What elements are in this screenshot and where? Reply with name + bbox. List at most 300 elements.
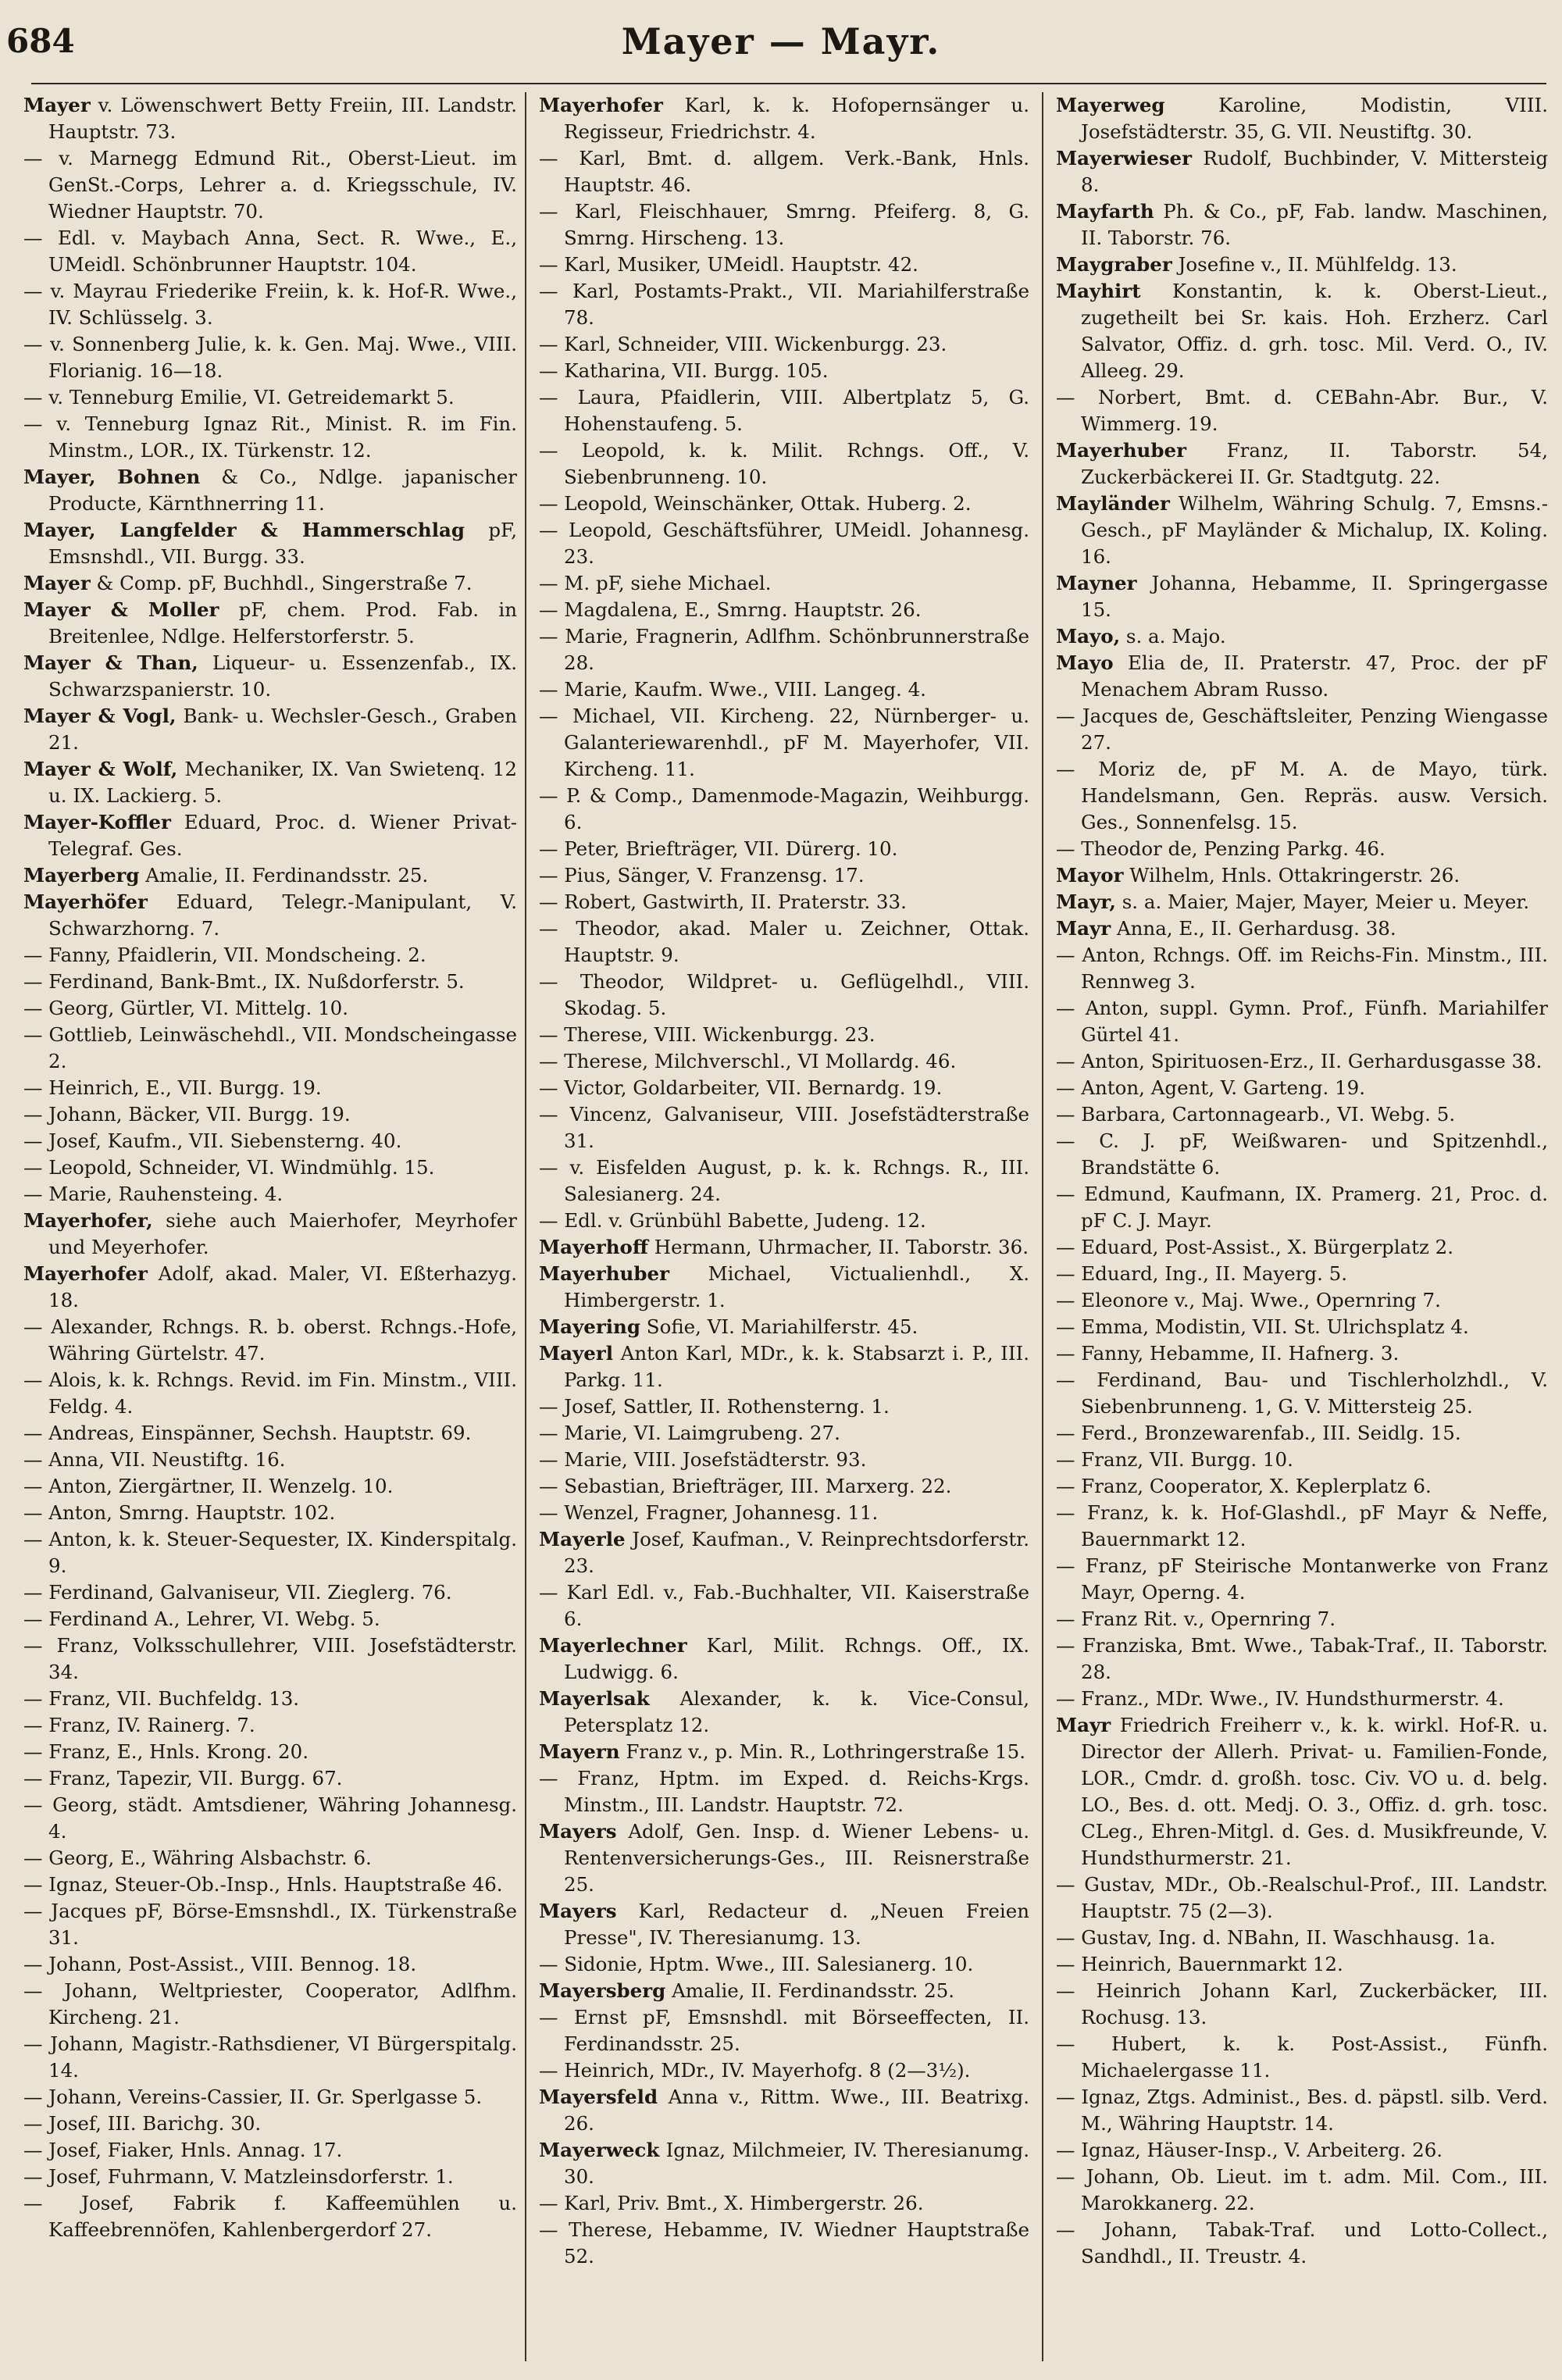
directory-entry	[23, 2111, 517, 2137]
entry-text: — Karl, Musiker, UMeidl. Hauptstr. 42.	[539, 253, 918, 276]
entry-text: — Edl. v. Maybach Anna, Sect. R. Wwe., E., UMeidl. Schönbrunner Hauptstr. 104.	[23, 227, 517, 276]
directory-entry	[539, 862, 1029, 889]
directory-entry	[539, 1393, 1029, 1420]
column-3	[1056, 92, 1548, 2361]
entry-text: — Johann, Vereins-Cassier, II. Gr. Sperlgasse 5.	[23, 2086, 483, 2108]
entry-text: — Josef, Kaufm., VII. Siebensterng. 40.	[23, 1129, 402, 1152]
entry-surname: Mayerhöfer	[23, 890, 148, 913]
entry-text: — Alexander, Rchngs. R. b. oberst. Rchngs.-Hofe, Währing Gürtelstr. 47.	[23, 1315, 517, 1365]
entry-text: — Marie, VIII. Josefstädterstr. 93.	[539, 1448, 867, 1471]
directory-entry	[23, 650, 517, 703]
directory-entry	[1056, 278, 1548, 384]
entry-surname: Mayr	[1056, 917, 1111, 940]
directory-entry	[1056, 1632, 1548, 1686]
entry-text: — Franz, Cooperator, X. Keplerplatz 6.	[1056, 1475, 1432, 1497]
directory-entry	[1056, 1101, 1548, 1128]
entry-text: Alexander, k. k. Vice-Consul, Petersplatz 12.	[564, 1687, 1029, 1736]
entry-text: — Heinrich, E., VII. Burgg. 19.	[23, 1076, 322, 1099]
directory-entry	[1056, 1473, 1548, 1500]
entry-surname: Mayner	[1056, 572, 1137, 594]
directory-entry	[1056, 915, 1548, 942]
entry-text: — Sidonie, Hptm. Wwe., III. Salesianerg. 10.	[539, 1953, 974, 1975]
entry-text: — Franz, VII. Burgg. 10.	[1056, 1448, 1293, 1471]
entry-text: — Franz, IV. Rainerg. 7.	[23, 1714, 255, 1736]
running-title: Mayer — Mayr.	[621, 20, 941, 62]
entry-text: — Fanny, Hebamme, II. Hafnerg. 3.	[1056, 1342, 1400, 1365]
entry-text: — Anton, suppl. Gymn. Prof., Fünfh. Mariahilfer Gürtel 41.	[1056, 997, 1548, 1046]
entry-text: Franz v., p. Min. R., Lothringerstraße 15.	[626, 1740, 1025, 1763]
entry-text: — Gustav, Ing. d. NBahn, II. Waschhausg. 1a.	[1056, 1926, 1496, 1949]
entry-surname: Mayerhofer	[539, 94, 663, 116]
entry-text: Wilhelm, Hnls. Ottakringerstr. 26.	[1129, 864, 1460, 887]
directory-entry	[539, 384, 1029, 437]
directory-entry	[539, 1261, 1029, 1314]
directory-entry	[539, 676, 1029, 703]
entry-text: Adolf, Gen. Insp. d. Wiener Lebens- u. Rentenversicherungs-Ges., III. Reisnerstraße 25.	[564, 1820, 1029, 1896]
entry-surname: Maygraber	[1056, 253, 1172, 276]
entry-text: — Heinrich, MDr., IV. Mayerhofg. 8 (2—3½).	[539, 2059, 971, 2082]
directory-entry	[1056, 862, 1548, 889]
directory-entry	[539, 358, 1029, 384]
directory-entry	[539, 1101, 1029, 1154]
directory-entry	[539, 2190, 1029, 2217]
entry-text: pF, chem. Prod. Fab. in Breitenlee, Ndlge. Helferstorferstr. 5.	[48, 598, 517, 648]
entry-surname: Mayerhuber	[539, 1262, 669, 1285]
directory-entry	[23, 278, 517, 331]
entry-text: — Anton, Rchngs. Off. im Reichs-Fin. Minstm., III. Rennweg 3.	[1056, 944, 1548, 993]
directory-entry	[539, 1579, 1029, 1632]
entry-text: Friedrich Freiherr v., k. k. wirkl. Hof-R. u. Director der Allerh. Privat- u. Familien-Fonde, LOR., Cmdr. d. großh. tosc. Civ. VO u. d. belg. LO., Bes. d. ott. Medj. O. 3., Offiz. d. grh. tosc. CLeg., Ehren-Mitgl. d. Ges. d. Musikfreunde, V. Hundsthurmerstr. 21.	[1081, 1714, 1548, 1869]
entry-text: — Gustav, MDr., Ob.-Realschul-Prof., III. Landstr. Hauptstr. 75 (2—3).	[1056, 1873, 1548, 1922]
directory-entry	[539, 1818, 1029, 1898]
entry-text: Amalie, II. Ferdinandsstr. 25.	[672, 1979, 955, 2002]
directory-entry	[539, 1208, 1029, 1234]
directory-entry	[23, 1898, 517, 1951]
entry-text: Ignaz, Milchmeier, IV. Theresianumg. 30.	[564, 2139, 1029, 2188]
directory-entry	[539, 597, 1029, 623]
directory-entry	[23, 995, 517, 1022]
entry-surname: Mayer & Wolf,	[23, 758, 178, 780]
entry-text: Karl, k. k. Hofopernsänger u. Regisseur, Friedrichstr. 4.	[564, 94, 1029, 143]
entry-text: — v. Eisfelden August, p. k. k. Rchngs. R., III. Salesianerg. 24.	[539, 1156, 1029, 1205]
entry-surname: Mayerhuber	[1056, 439, 1186, 462]
entry-text: — Ferdinand A., Lehrer, VI. Webg. 5.	[23, 1607, 380, 1630]
entry-text: — Ferd., Bronzewarenfab., III. Seidlg. 15.	[1056, 1422, 1461, 1444]
entry-text: — Anton, k. k. Steuer-Sequester, IX. Kinderspitalg. 9.	[23, 1528, 517, 1577]
entry-text: — Theodor, akad. Maler u. Zeichner, Ottak. Hauptstr. 9.	[539, 917, 1029, 966]
entry-text: — Leopold, Weinschänker, Ottak. Huberg. 2.	[539, 492, 972, 515]
entry-text: — Johann, Bäcker, VII. Burgg. 19.	[23, 1103, 351, 1126]
directory-entry	[539, 92, 1029, 145]
directory-entry	[539, 1022, 1029, 1048]
directory-entry	[1056, 2137, 1548, 2164]
entry-text: — Emma, Modistin, VII. St. Ulrichsplatz 4.	[1056, 1315, 1469, 1338]
directory-entry	[1056, 995, 1548, 1048]
entry-text: — Franz, pF Steirische Montanwerke von Franz Mayr, Operng. 4.	[1056, 1554, 1548, 1604]
entry-text: — Theodor, Wildpret- u. Geflügelhdl., VIII. Skodag. 5.	[539, 970, 1029, 1019]
entry-text: — Gottlieb, Leinwäschehdl., VII. Mondscheingasse 2.	[23, 1023, 517, 1072]
directory-entry	[23, 1022, 517, 1075]
directory-entry	[23, 1101, 517, 1128]
column-divider-1	[525, 92, 526, 2361]
directory-entry	[23, 1314, 517, 1367]
directory-entry	[23, 1473, 517, 1500]
directory-entry	[539, 517, 1029, 570]
entry-text: — Marie, Rauhensteing. 4.	[23, 1183, 284, 1205]
entry-text: — v. Marnegg Edmund Rit., Oberst-Lieut. im GenSt.-Corps, Lehrer a. d. Kriegsschule, IV. Wiedner Hauptstr. 70.	[23, 147, 517, 223]
entry-text: — Karl, Postamts-Prakt., VII. Mariahilferstraße 78.	[539, 280, 1029, 329]
entry-surname: Mayer	[23, 94, 91, 116]
directory-entry	[23, 1978, 517, 2031]
directory-entry	[1056, 1340, 1548, 1367]
entry-text: — Sebastian, Briefträger, III. Marxerg. 22.	[539, 1475, 952, 1497]
entry-text: — Georg, städt. Amtsdiener, Währing Johannesg. 4.	[23, 1793, 517, 1843]
entry-text: — Johann, Ob. Lieut. im t. adm. Mil. Com., III. Marokkanerg. 22.	[1056, 2165, 1548, 2214]
directory-entry	[23, 384, 517, 411]
entry-text: — Edmund, Kaufmann, IX. Pramerg. 21, Proc. d. pF C. J. Mayr.	[1056, 1183, 1548, 1232]
entry-text: — Therese, Hebamme, IV. Wiedner Hauptstraße 52.	[539, 2218, 1029, 2268]
directory-entry	[539, 145, 1029, 198]
directory-entry	[539, 1765, 1029, 1818]
entry-surname: Mayern	[539, 1740, 620, 1763]
directory-entry	[23, 2137, 517, 2164]
entry-surname: Mayo,	[1056, 625, 1121, 648]
directory-entry	[1056, 836, 1548, 862]
entry-text: — Heinrich, Bauernmarkt 12.	[1056, 1953, 1343, 1975]
entry-text: Anton Karl, MDr., k. k. Stabsarzt i. P., III. Parkg. 11.	[564, 1342, 1029, 1391]
entry-surname: Mayerlechner	[539, 1634, 687, 1657]
entry-text: & Co., Ndlge. japanischer Producte, Kärnthnerring 11.	[48, 466, 517, 515]
directory-entry	[1056, 1314, 1548, 1340]
directory-entry	[1056, 1048, 1548, 1075]
entry-text: — Ferdinand, Galvaniseur, VII. Zieglerg. 76.	[23, 1581, 452, 1604]
entry-surname: Mayhirt	[1056, 280, 1141, 302]
directory-entry	[23, 464, 517, 517]
directory-entry	[539, 1632, 1029, 1686]
directory-entry	[23, 2164, 517, 2190]
entry-text: — Leopold, Geschäftsführer, UMeidl. Johannesg. 23.	[539, 519, 1029, 568]
entry-text: — Karl, Fleischhauer, Smrng. Pfeiferg. 8, G. Smrng. Hirscheng. 13.	[539, 200, 1029, 249]
directory-entry	[539, 1154, 1029, 1208]
entry-text: — Karl, Bmt. d. allgem. Verk.-Bank, Hnls. Hauptstr. 46.	[539, 147, 1029, 196]
entry-text: — v. Sonnenberg Julie, k. k. Gen. Maj. Wwe., VIII. Florianig. 16—18.	[23, 333, 517, 382]
directory-entry	[1056, 145, 1548, 198]
directory-entry	[23, 889, 517, 942]
entry-text: — v. Tenneburg Emilie, VI. Getreidemarkt 5.	[23, 386, 455, 409]
entry-text: — Karl, Schneider, VIII. Wickenburgg. 23.	[539, 333, 947, 355]
directory-entry	[539, 491, 1029, 517]
directory-entry	[539, 2004, 1029, 2057]
entry-text: — Franz, k. k. Hof-Glashdl., pF Mayr & Neffe, Bauernmarkt 12.	[1056, 1501, 1548, 1550]
entry-text: Karl, Redacteur d. „Neuen Freien Presse", IV. Theresianumg. 13.	[564, 1900, 1029, 1949]
directory-entry	[1056, 1181, 1548, 1234]
entry-text: — C. J. pF, Weißwaren- und Spitzenhdl., Brandstätte 6.	[1056, 1129, 1548, 1179]
directory-entry	[23, 1420, 517, 1447]
entry-text: — Georg, Gürtler, VI. Mittelg. 10.	[23, 997, 349, 1019]
directory-entry	[539, 1234, 1029, 1261]
entry-text: — Eleonore v., Maj. Wwe., Opernring 7.	[1056, 1289, 1441, 1311]
entry-text: Franz, II. Taborstr. 54, Zuckerbäckerei II. Gr. Stadtgutg. 22.	[1081, 439, 1548, 488]
directory-entry	[539, 2057, 1029, 2084]
directory-entry	[539, 1420, 1029, 1447]
entry-text: Hermann, Uhrmacher, II. Taborstr. 36.	[654, 1236, 1029, 1258]
entry-text: — Josef, Fabrik f. Kaffeemühlen u. Kaffeebrennöfen, Kahlenbergerdorf 27.	[23, 2192, 517, 2241]
directory-entry	[23, 862, 517, 889]
directory-entry	[539, 278, 1029, 331]
column-1	[23, 92, 517, 2361]
entry-text: — Anton, Smrng. Hauptstr. 102.	[23, 1501, 336, 1524]
directory-entry	[23, 1792, 517, 1845]
directory-entry	[23, 1606, 517, 1632]
entry-surname: Mayo	[1056, 651, 1114, 674]
directory-entry	[539, 2084, 1029, 2137]
entry-text: Anna, E., II. Gerhardusg. 38.	[1116, 917, 1396, 940]
directory-entry	[23, 1367, 517, 1420]
directory-entry	[23, 2031, 517, 2084]
entry-text: Anna v., Rittm. Wwe., III. Beatrixg. 26.	[564, 2086, 1029, 2135]
entry-surname: Mayer & Moller	[23, 598, 219, 621]
directory-entry	[23, 969, 517, 995]
directory-entry	[23, 1845, 517, 1872]
directory-entry	[23, 1075, 517, 1101]
directory-entry	[1056, 756, 1548, 836]
entry-surname: Mayerweg	[1056, 94, 1165, 116]
directory-entry	[539, 623, 1029, 676]
entry-text: — Edl. v. Grünbühl Babette, Judeng. 12.	[539, 1209, 926, 1232]
directory-entry	[23, 1526, 517, 1579]
entry-text: — Franz, VII. Buchfeldg. 13.	[23, 1687, 300, 1710]
entry-text: — Franz., MDr. Wwe., IV. Hundsthurmerstr. 4.	[1056, 1687, 1504, 1710]
entry-text: Josefine v., II. Mühlfeldg. 13.	[1178, 253, 1457, 276]
header-rule	[31, 83, 1546, 84]
entry-text: — Victor, Goldarbeiter, VII. Bernardg. 19.	[539, 1076, 943, 1099]
directory-entry	[539, 1314, 1029, 1340]
entry-surname: Mayerle	[539, 1528, 626, 1550]
directory-entry	[539, 1978, 1029, 2004]
directory-entry	[539, 1075, 1029, 1101]
directory-entry	[23, 1951, 517, 1978]
entry-text: Sofie, VI. Mariahilferstr. 45.	[646, 1315, 918, 1338]
directory-entry	[1056, 1925, 1548, 1951]
directory-entry	[23, 1181, 517, 1208]
entry-text: — Eduard, Post-Assist., X. Bürgerplatz 2.	[1056, 1236, 1454, 1258]
entry-text: — Anton, Spirituosen-Erz., II. Gerhardusgasse 38.	[1056, 1050, 1542, 1072]
directory-entry	[23, 145, 517, 225]
entry-text: — Eduard, Ing., II. Mayerg. 5.	[1056, 1262, 1348, 1285]
entry-text: — Josef, Sattler, II. Rothensterng. 1.	[539, 1395, 890, 1418]
entry-text: & Comp. pF, Buchhdl., Singerstraße 7.	[96, 572, 473, 594]
entry-text: — Jacques pF, Börse-Emsnshdl., IX. Türkenstraße 31.	[23, 1900, 517, 1949]
entry-surname: Mayer & Vogl,	[23, 705, 177, 727]
directory-entry	[23, 1447, 517, 1473]
entry-text: — Ignaz, Ztgs. Administ., Bes. d. päpstl. silb. Verd. M., Währing Hauptstr. 14.	[1056, 2086, 1548, 2135]
directory-entry	[1056, 703, 1548, 756]
directory-entry	[1056, 2164, 1548, 2217]
entry-text: — Johann, Tabak-Traf. und Lotto-Collect., Sandhdl., II. Treustr. 4.	[1056, 2218, 1548, 2268]
directory-entry	[23, 1872, 517, 1898]
entry-surname: Mayerwieser	[1056, 147, 1193, 169]
directory-entry	[539, 783, 1029, 836]
entry-surname: Mayers	[539, 1900, 617, 1922]
directory-entry	[1056, 1872, 1548, 1925]
entry-text: — Wenzel, Fragner, Johannesg. 11.	[539, 1501, 879, 1524]
entry-surname: Mayerhofer	[23, 1262, 148, 1285]
entry-surname: Mayerhoff	[539, 1236, 648, 1258]
directory-entry	[1056, 1712, 1548, 1872]
entry-text: — Ignaz, Steuer-Ob.-Insp., Hnls. Hauptstraße 46.	[23, 1873, 503, 1896]
entry-text: Johanna, Hebamme, II. Springergasse 15.	[1081, 572, 1548, 621]
directory-entry	[1056, 1420, 1548, 1447]
entry-text: v. Löwenschwert Betty Freiin, III. Landstr. Hauptstr. 73.	[48, 94, 517, 143]
entry-text: — Andreas, Einspänner, Sechsh. Hauptstr. 69.	[23, 1422, 472, 1444]
directory-entry	[1056, 252, 1548, 278]
directory-entry	[1056, 92, 1548, 145]
directory-entry	[539, 252, 1029, 278]
directory-entry	[23, 1739, 517, 1765]
directory-entry	[539, 1686, 1029, 1739]
entry-text: — Moriz de, pF M. A. de Mayo, türk. Handelsmann, Gen. Repräs. ausw. Versich. Ges., Sonnenfelsg. 15.	[1056, 758, 1548, 833]
directory-entry	[23, 756, 517, 809]
directory-entry	[1056, 1075, 1548, 1101]
entry-text: Ph. & Co., pF, Fab. landw. Maschinen, II. Taborstr. 76.	[1081, 200, 1548, 249]
entry-text: — v. Mayrau Friederike Freiin, k. k. Hof-R. Wwe., IV. Schlüsselg. 3.	[23, 280, 517, 329]
directory-entry	[23, 1128, 517, 1154]
directory-entry	[23, 942, 517, 969]
directory-entry	[1056, 1553, 1548, 1606]
entry-surname: Mayer	[23, 572, 91, 594]
directory-entry	[1056, 1287, 1548, 1314]
entry-text: — Ferdinand, Bank-Bmt., IX. Nußdorferstr. 5.	[23, 970, 465, 993]
entry-text: — Franziska, Bmt. Wwe., Tabak-Traf., II. Taborstr. 28.	[1056, 1634, 1548, 1683]
directory-entry	[539, 1500, 1029, 1526]
entry-text: siehe auch Maierhofer, Meyrhofer und Meyerhofer.	[48, 1209, 517, 1258]
entry-text: — Johann, Post-Assist., VIII. Bennog. 18.	[23, 1953, 417, 1975]
entry-text: — v. Tenneburg Ignaz Rit., Minist. R. im Fin. Minstm., LOR., IX. Türkenstr. 12.	[23, 412, 517, 462]
entry-text: — Therese, Milchverschl., VI Mollardg. 46.	[539, 1050, 957, 1072]
entry-text: — Robert, Gastwirth, II. Praterstr. 33.	[539, 890, 907, 913]
entry-text: s. a. Majo.	[1125, 625, 1226, 648]
entry-text: Karoline, Modistin, VIII. Josefstädterstr. 35, G. VII. Neustiftg. 30.	[1081, 94, 1548, 143]
directory-entry	[1056, 1261, 1548, 1287]
entry-text: — Heinrich Johann Karl, Zuckerbäcker, III. Rochusg. 13.	[1056, 1979, 1548, 2029]
directory-entry	[1056, 2084, 1548, 2137]
directory-entry	[1056, 1978, 1548, 2031]
entry-text: — Ferdinand, Bau- und Tischlerholzhdl., V. Siebenbrunneng. 1, G. V. Mittersteig 25.	[1056, 1368, 1548, 1418]
entry-text: Wilhelm, Währing Schulg. 7, Emsns.-Gesch., pF Mayländer & Michalup, IX. Koling. 16.	[1081, 492, 1548, 568]
directory-entry	[539, 2217, 1029, 2270]
entry-text: Amalie, II. Ferdinandsstr. 25.	[145, 864, 429, 887]
entry-text: — Laura, Pfaidlerin, VIII. Albertplatz 5, G. Hohenstaufeng. 5.	[539, 386, 1029, 435]
directory-entry	[1056, 384, 1548, 437]
directory-entry	[539, 198, 1029, 252]
directory-entry	[23, 411, 517, 464]
directory-entry	[1056, 491, 1548, 570]
entry-text: Josef, Kaufman., V. Reinprechtsdorferstr. 23.	[564, 1528, 1029, 1577]
entry-text: — Franz, Volksschullehrer, VIII. Josefstädterstr. 34.	[23, 1634, 517, 1683]
directory-entry	[1056, 1606, 1548, 1632]
entry-text: — Anna, VII. Neustiftg. 16.	[23, 1448, 286, 1471]
entry-text: — Magdalena, E., Smrng. Hauptstr. 26.	[539, 598, 922, 621]
directory-entry	[539, 1526, 1029, 1579]
entry-text: — Fanny, Pfaidlerin, VII. Mondscheing. 2.	[23, 944, 426, 966]
directory-entry	[23, 703, 517, 756]
entry-text: Rudolf, Buchbinder, V. Mittersteig 8.	[1081, 147, 1548, 196]
entry-text: — Anton, Ziergärtner, II. Wenzelg. 10.	[23, 1475, 394, 1497]
directory-entry	[539, 915, 1029, 969]
entry-text: — Johann, Weltpriester, Cooperator, Adlfhm. Kircheng. 21.	[23, 1979, 517, 2029]
entry-text: — Franz, Hptm. im Exped. d. Reichs-Krgs. Minstm., III. Landstr. Hauptstr. 72.	[539, 1767, 1029, 1816]
entry-text: — Theodor de, Penzing Parkg. 46.	[1056, 837, 1385, 860]
directory-entry	[1056, 942, 1548, 995]
entry-surname: Mayfarth	[1056, 200, 1154, 223]
entry-text: — Franz Rit. v., Opernring 7.	[1056, 1607, 1336, 1630]
entry-surname: Mayers	[539, 1820, 617, 1843]
entry-text: Mechaniker, IX. Van Swietenq. 12 u. IX. Lackierg. 5.	[48, 758, 517, 807]
entry-surname: Mayr,	[1056, 890, 1116, 913]
directory-entry	[1056, 1951, 1548, 1978]
entry-surname: Mayer, Langfelder & Hammerschlag	[23, 519, 465, 541]
directory-entry	[539, 1048, 1029, 1075]
directory-entry	[1056, 1686, 1548, 1712]
entry-text: — Norbert, Bmt. d. CEBahn-Abr. Bur., V. Wimmerg. 19.	[1056, 386, 1548, 435]
directory-entry	[539, 331, 1029, 358]
entry-surname: Mayerl	[539, 1342, 614, 1365]
entry-surname: Mayer, Bohnen	[23, 466, 201, 488]
directory-entry	[539, 1739, 1029, 1765]
directory-entry	[1056, 1367, 1548, 1420]
entry-surname: Mayländer	[1056, 492, 1170, 515]
directory-entry	[539, 1898, 1029, 1951]
entry-text: — Therese, VIII. Wickenburgg. 23.	[539, 1023, 876, 1046]
entry-text: — Barbara, Cartonnagearb., VI. Webg. 5.	[1056, 1103, 1456, 1126]
entry-text: — Leopold, k. k. Milit. Rchngs. Off., V. Siebenbrunneng. 10.	[539, 439, 1029, 488]
directory-entry	[23, 1712, 517, 1739]
directory-entry	[1056, 1500, 1548, 1553]
entry-text: — Leopold, Schneider, VI. Windmühlg. 15.	[23, 1156, 435, 1179]
directory-entry	[1056, 2031, 1548, 2084]
directory-entry	[1056, 1234, 1548, 1261]
entry-text: Karl, Milit. Rchngs. Off., IX. Ludwigg. 6.	[564, 1634, 1029, 1683]
entry-text: — Vincenz, Galvaniseur, VIII. Josefstädterstraße 31.	[539, 1103, 1029, 1152]
directory-entry	[539, 703, 1029, 783]
directory-entry	[539, 1340, 1029, 1393]
directory-entry	[23, 517, 517, 570]
entry-text: — Ignaz, Häuser-Insp., V. Arbeiterg. 26.	[1056, 2139, 1443, 2161]
entry-text: — Katharina, VII. Burgg. 105.	[539, 359, 829, 382]
entry-text: Elia de, II. Praterstr. 47, Proc. der pF Menachem Abram Russo.	[1081, 651, 1548, 701]
entry-text: — Franz, E., Hnls. Krong. 20.	[23, 1740, 309, 1763]
directory-entry	[1056, 198, 1548, 252]
entry-text: — Marie, Kaufm. Wwe., VIII. Langeg. 4.	[539, 678, 926, 701]
entry-text: — Pius, Sänger, V. Franzensg. 17.	[539, 864, 865, 887]
entry-surname: Mayerlsak	[539, 1687, 650, 1710]
directory-entry	[23, 809, 517, 862]
entry-surname: Mayer-Koffler	[23, 811, 171, 833]
entry-text: — M. pF, siehe Michael.	[539, 572, 772, 594]
directory-entry	[539, 889, 1029, 915]
directory-entry	[23, 1579, 517, 1606]
directory-entry	[539, 1447, 1029, 1473]
entry-text: — Johann, Magistr.-Rathsdiener, VI Bürgerspitalg. 14.	[23, 2032, 517, 2082]
entry-text: — Alois, k. k. Rchngs. Revid. im Fin. Minstm., VIII. Feldg. 4.	[23, 1368, 517, 1418]
directory-entry	[1056, 437, 1548, 491]
directory-entry	[23, 1208, 517, 1261]
directory-entry	[23, 331, 517, 384]
entry-text: Michael, Victualienhdl., X. Himbergerstr. 1.	[564, 1262, 1029, 1311]
page-number: 684	[6, 22, 75, 60]
entry-text: — Marie, VI. Laimgrubeng. 27.	[539, 1422, 840, 1444]
entry-surname: Mayersberg	[539, 1979, 666, 2002]
